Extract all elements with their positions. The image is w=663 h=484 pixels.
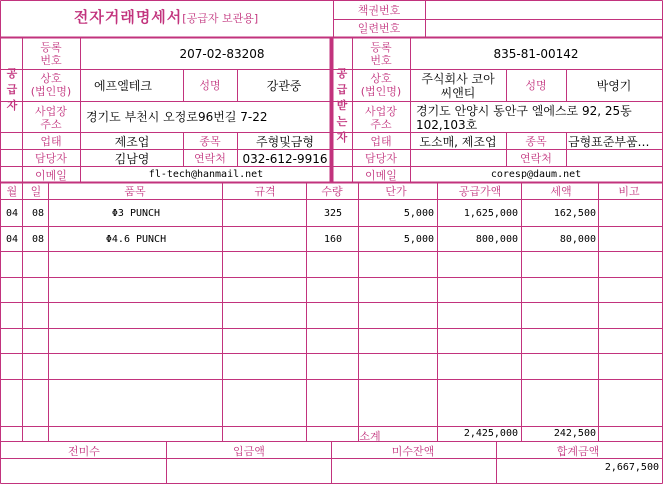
- supplier-contact-label: 담당자: [35, 152, 67, 165]
- supplier-rep-name: 강관중: [266, 79, 302, 93]
- col-month-header: 월: [6, 185, 18, 198]
- col-tax-header: 세액: [550, 185, 572, 198]
- row2-qty: 160: [323, 234, 343, 245]
- row1-item: Φ3 PUNCH: [111, 208, 161, 219]
- col-day-header: 일: [30, 185, 42, 198]
- paid-label: 입금액: [233, 445, 265, 458]
- supplier-biz-item: 주형및금형: [256, 135, 314, 149]
- supplier-phone-label: 연락처: [194, 152, 226, 165]
- supplier-contact: 김남영: [114, 152, 150, 166]
- col-note-header: 비고: [618, 185, 640, 198]
- row1-supply: 1,625,000: [463, 208, 518, 219]
- subtotal-label: 소계: [359, 430, 381, 443]
- supplier-reg-no: 207-02-83208: [179, 47, 265, 61]
- row2-month: 04: [6, 234, 19, 245]
- supplier-email-label: 이메일: [35, 169, 67, 182]
- outstanding-label: 미수잔액: [391, 445, 435, 458]
- receiver-reg-no: 835-81-00142: [493, 47, 579, 61]
- row1-day: 08: [32, 208, 45, 219]
- supplier-biz-type-label: 업태: [40, 135, 62, 148]
- row2-unit-price: 5,000: [403, 234, 434, 245]
- total-value: 2,667,500: [604, 462, 659, 473]
- book-no-label: 책권번호: [357, 4, 401, 17]
- row1-qty: 325: [323, 208, 343, 219]
- supplier-phone: 032-612-9916: [242, 152, 328, 166]
- receiver-email: coresp@daum.net: [490, 169, 582, 180]
- receiver-reg-no-label: 등록: [370, 41, 392, 54]
- receiver-company-sub-label: (법인명): [360, 85, 402, 98]
- receiver-address-label: 사업장: [365, 105, 397, 118]
- receiver-contact-label: 담당자: [365, 152, 397, 165]
- supplier-company-label: 상호: [40, 72, 62, 85]
- row2-tax: 80,000: [559, 234, 596, 245]
- supplier-company: 에프엘테크: [94, 79, 152, 93]
- copy-type: [공급자 보관용]: [182, 12, 259, 25]
- col-supply-header: 공급가액: [458, 185, 502, 198]
- supplier-address-sub-label: 주소: [40, 118, 62, 131]
- supplier-address: 경기도 부천시 오정로96번길 7-22: [86, 110, 268, 124]
- receiver-address-line2: 102,103호: [416, 118, 478, 132]
- supplier-email: fl-tech@hanmail.net: [148, 169, 264, 180]
- supplier-name-label: 성명: [199, 79, 221, 92]
- total-label: 합계금액: [556, 445, 600, 458]
- receiver-company-line1: 주식회사 코아: [421, 72, 495, 86]
- supplier-reg-no-label-2: 번호: [40, 54, 62, 67]
- document-title: [74, 10, 258, 25]
- receiver-biz-item-label: 종목: [525, 135, 547, 148]
- serial-no-label: 일련번호: [357, 22, 401, 35]
- receiver-biz-item: 금형표준부품…: [568, 135, 650, 149]
- supplier-biz-type: 제조업: [114, 135, 150, 149]
- row2-day: 08: [32, 234, 45, 245]
- receiver-company-line2: 씨앤티: [440, 86, 476, 100]
- receiver-reg-no-label-2: 번호: [370, 54, 392, 67]
- prev-balance-label: 전미수: [68, 445, 100, 458]
- receiver-address-sub-label: 주소: [370, 118, 392, 131]
- col-unit-price-header: 단가: [385, 185, 407, 198]
- receiver-email-label: 이메일: [365, 169, 397, 182]
- col-spec-header: 규격: [254, 185, 276, 198]
- supplier-reg-no-label: 등록: [40, 41, 62, 54]
- row2-item: Φ4.6 PUNCH: [105, 234, 167, 245]
- receiver-biz-type: 도소매, 제조업: [419, 135, 497, 149]
- subtotal-supply: 2,425,000: [463, 428, 518, 439]
- row1-month: 04: [6, 208, 19, 219]
- col-item-header: 품목: [124, 185, 146, 198]
- col-qty-header: 수량: [321, 185, 343, 198]
- row1-unit-price: 5,000: [403, 208, 434, 219]
- supplier-side-label: 공급자: [6, 67, 18, 112]
- supplier-address-label: 사업장: [35, 105, 67, 118]
- row2-supply: 800,000: [475, 234, 518, 245]
- receiver-biz-type-label: 업태: [370, 135, 392, 148]
- subtotal-tax: 242,500: [553, 428, 596, 439]
- supplier-company-sub-label: (법인명): [30, 85, 72, 98]
- receiver-name-label: 성명: [525, 79, 547, 92]
- receiver-side-label: 공급받는자: [336, 67, 348, 144]
- receiver-address-line1: 경기도 안양시 동안구 엘에스로 92, 25동: [416, 104, 632, 118]
- receiver-phone-label: 연락처: [520, 152, 552, 165]
- title-text: 전자거래명세서: [73, 8, 183, 26]
- supplier-biz-item-label: 종목: [199, 135, 221, 148]
- row1-tax: 162,500: [553, 208, 596, 219]
- receiver-company-label: 상호: [370, 72, 392, 85]
- receiver-rep-name: 박영기: [596, 79, 632, 93]
